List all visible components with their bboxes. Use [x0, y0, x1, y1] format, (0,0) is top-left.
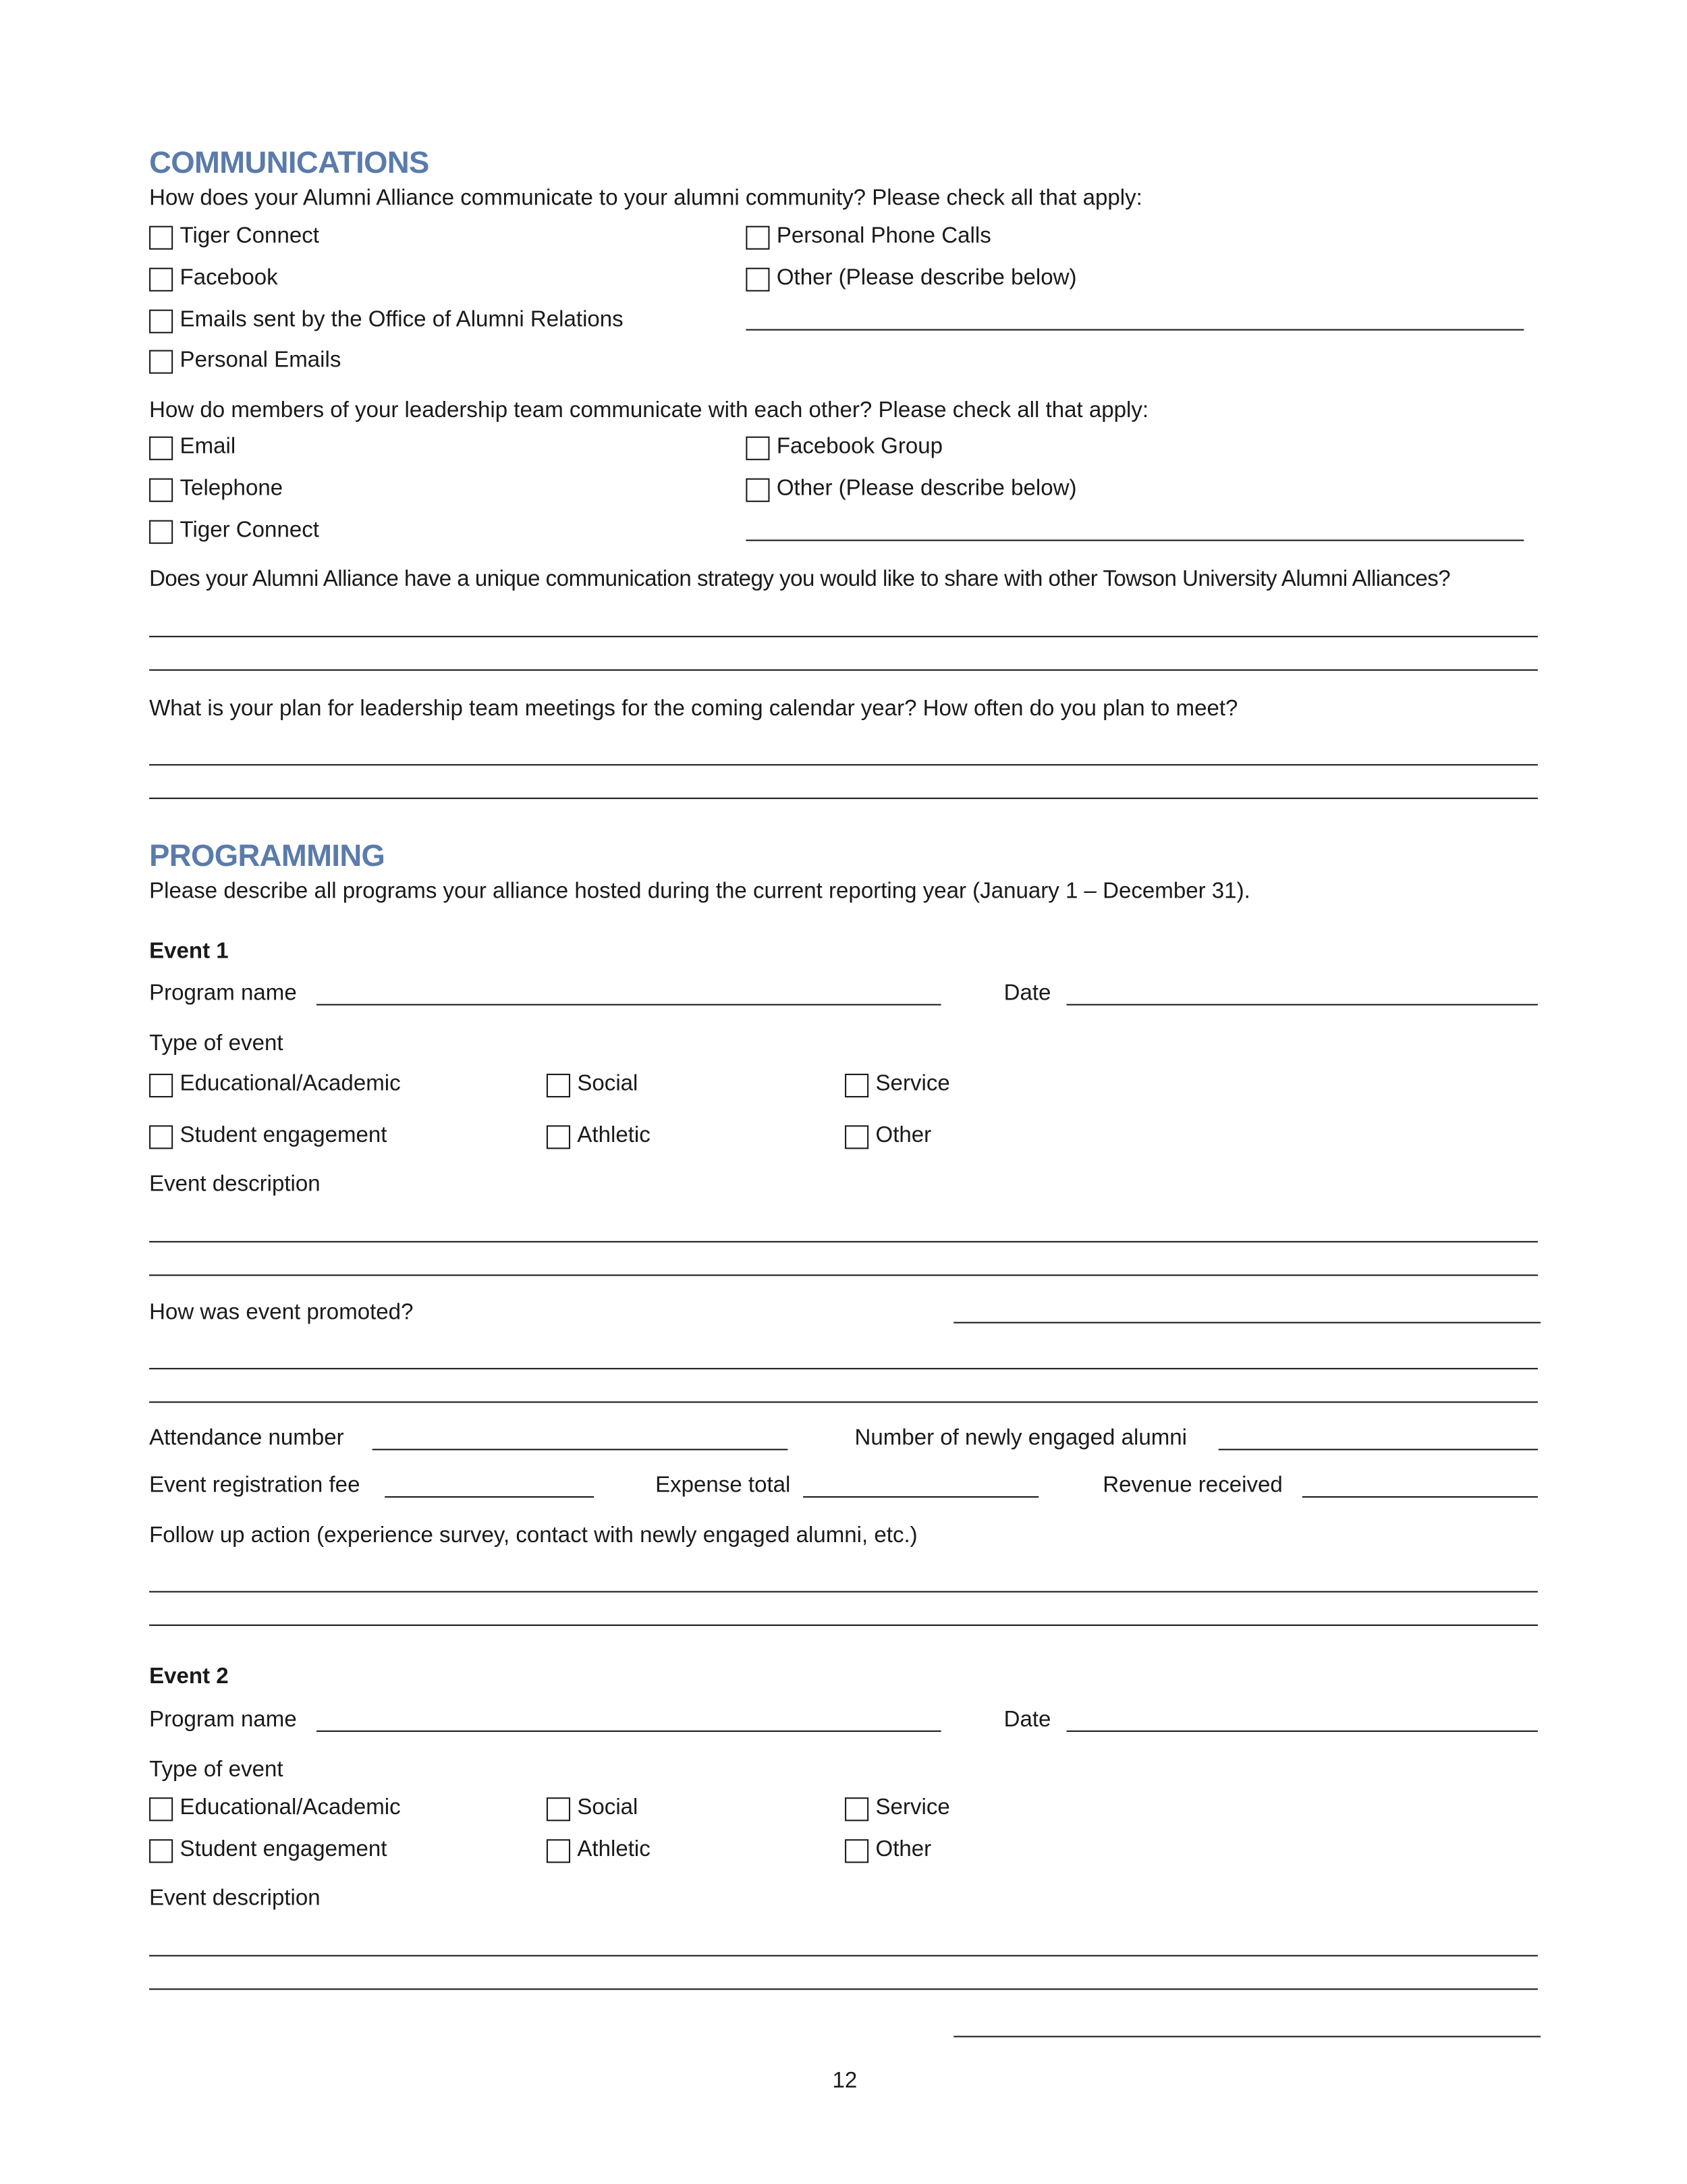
answer-line[interactable] — [149, 1591, 1538, 1592]
follow-up-label: Follow up action (experience survey, contact with newly engaged alumni, etc.) — [149, 1524, 918, 1548]
registration-fee-label: Event registration fee — [149, 1473, 360, 1498]
attendance-field[interactable] — [372, 1449, 788, 1450]
checkbox-label: Personal Phone Calls — [776, 224, 991, 248]
section-heading-communications: COMMUNICATIONS — [149, 144, 429, 180]
date-label: Date — [1003, 1708, 1051, 1732]
checkbox-other[interactable] — [845, 1125, 868, 1149]
checkbox-facebook-group[interactable] — [746, 437, 769, 460]
revenue-label: Revenue received — [1103, 1473, 1283, 1498]
checkbox-label: Tiger Connect — [179, 518, 319, 543]
program-name-label: Program name — [149, 981, 297, 1006]
event-description-label: Event description — [149, 1886, 321, 1911]
answer-line[interactable] — [149, 798, 1538, 799]
checkbox-label: Emails sent by the Office of Alumni Relations — [179, 308, 624, 332]
checkbox-label: Athletic — [577, 1838, 651, 1862]
checkbox-athletic[interactable] — [547, 1839, 570, 1863]
answer-line[interactable] — [149, 1368, 1538, 1369]
expense-total-field[interactable] — [803, 1496, 1039, 1498]
other-description-line[interactable] — [746, 540, 1524, 541]
answer-line[interactable] — [149, 1274, 1538, 1276]
checkbox-office-emails[interactable] — [149, 310, 173, 333]
checkbox-label: Student engagement — [179, 1838, 387, 1862]
checkbox-label: Athletic — [577, 1124, 651, 1148]
checkbox-label: Tiger Connect — [179, 224, 319, 248]
answer-line[interactable] — [149, 1241, 1538, 1243]
type-of-event-label: Type of event — [149, 1031, 283, 1056]
answer-line[interactable] — [149, 1625, 1538, 1626]
checkbox-service[interactable] — [845, 1797, 868, 1821]
checkbox-label: Social — [577, 1072, 638, 1096]
checkbox-athletic[interactable] — [547, 1125, 570, 1149]
checkbox-label: Social — [577, 1796, 638, 1820]
newly-engaged-label: Number of newly engaged alumni — [854, 1426, 1187, 1450]
other-description-line[interactable] — [746, 329, 1524, 331]
checkbox-label: Email — [179, 435, 236, 459]
promoted-label: How was event promoted? — [149, 1301, 414, 1325]
answer-line[interactable] — [149, 1988, 1538, 1990]
checkbox-label: Facebook — [179, 266, 278, 290]
checkbox-email[interactable] — [149, 437, 173, 460]
checkbox-student-engagement[interactable] — [149, 1125, 173, 1149]
checkbox-educational[interactable] — [149, 1797, 173, 1821]
date-field[interactable] — [1067, 1730, 1538, 1732]
revenue-field[interactable] — [1302, 1496, 1538, 1498]
checkbox-service[interactable] — [845, 1074, 868, 1097]
checkbox-label: Telephone — [179, 476, 283, 501]
answer-line[interactable] — [953, 1322, 1541, 1323]
program-name-label: Program name — [149, 1708, 297, 1732]
checkbox-label: Other (Please describe below) — [776, 476, 1077, 501]
answer-line[interactable] — [149, 670, 1538, 671]
answer-line[interactable] — [149, 1955, 1538, 1957]
event-title: Event 1 — [149, 939, 229, 964]
question-communication-strategy: Does your Alumni Alliance have a unique communication strategy you would like to share with other Towson University Alumni Alliances? — [149, 567, 1451, 592]
checkbox-label: Other (Please describe below) — [776, 266, 1077, 290]
checkbox-label: Service — [875, 1072, 950, 1096]
checkbox-label: Personal Emails — [179, 348, 341, 373]
checkbox-label: Other — [875, 1124, 932, 1148]
checkbox-other[interactable] — [746, 479, 769, 502]
programming-description: Please describe all programs your alliance hosted during the current reporting year (January 1 – December 31). — [149, 879, 1250, 904]
checkbox-student-engagement[interactable] — [149, 1839, 173, 1863]
checkbox-educational[interactable] — [149, 1074, 173, 1097]
checkbox-personal-phone-calls[interactable] — [746, 226, 769, 250]
answer-line[interactable] — [149, 636, 1538, 637]
type-of-event-label: Type of event — [149, 1758, 283, 1782]
page-number: 12 — [832, 2069, 858, 2094]
checkbox-tiger-connect[interactable] — [149, 226, 173, 250]
question-meeting-plan: What is your plan for leadership team meetings for the coming calendar year? How often do you plan to meet? — [149, 697, 1238, 721]
checkbox-facebook[interactable] — [149, 268, 173, 292]
section-heading-programming: PROGRAMMING — [149, 838, 385, 873]
program-name-field[interactable] — [316, 1004, 941, 1006]
checkbox-label: Other — [875, 1838, 932, 1862]
date-label: Date — [1003, 981, 1051, 1006]
checkbox-other[interactable] — [746, 268, 769, 292]
answer-line[interactable] — [953, 2036, 1541, 2038]
checkbox-social[interactable] — [547, 1074, 570, 1097]
checkbox-personal-emails[interactable] — [149, 350, 173, 374]
answer-line[interactable] — [149, 764, 1538, 765]
checkbox-social[interactable] — [547, 1797, 570, 1821]
question-community-communication: How does your Alumni Alliance communicate to your alumni community? Please check all that apply: — [149, 186, 1142, 211]
checkbox-label: Service — [875, 1796, 950, 1820]
checkbox-label: Student engagement — [179, 1124, 387, 1148]
program-name-field[interactable] — [316, 1730, 941, 1732]
expense-total-label: Expense total — [655, 1473, 791, 1498]
checkbox-label: Educational/Academic — [179, 1796, 401, 1820]
checkbox-other[interactable] — [845, 1839, 868, 1863]
registration-fee-field[interactable] — [385, 1496, 594, 1498]
answer-line[interactable] — [149, 1401, 1538, 1402]
date-field[interactable] — [1067, 1004, 1538, 1006]
checkbox-telephone[interactable] — [149, 479, 173, 502]
event-description-label: Event description — [149, 1172, 321, 1197]
checkbox-label: Facebook Group — [776, 435, 943, 459]
checkbox-label: Educational/Academic — [179, 1072, 401, 1096]
event-title: Event 2 — [149, 1664, 229, 1689]
attendance-label: Attendance number — [149, 1426, 344, 1450]
newly-engaged-field[interactable] — [1219, 1449, 1538, 1450]
question-leadership-communication: How do members of your leadership team communicate with each other? Please check all that apply: — [149, 398, 1149, 423]
checkbox-tiger-connect[interactable] — [149, 520, 173, 544]
